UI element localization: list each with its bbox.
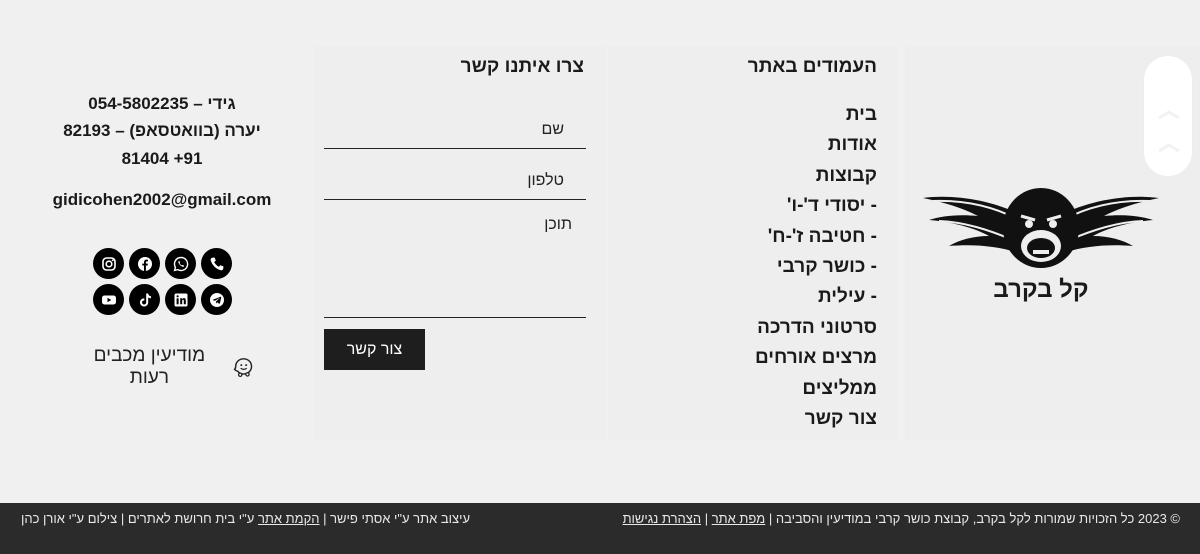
footer-copyright (623, 511, 1180, 526)
design-credit: עיצוב אתר ע"י אסתי פישר | (319, 511, 471, 526)
whatsapp-icon[interactable] (165, 248, 196, 279)
nav-link-guest-lecturers[interactable]: מרצים אורחים (754, 347, 877, 369)
submit-button[interactable]: צור קשר (324, 329, 425, 370)
sitemap-link[interactable]: מפת אתר (711, 511, 766, 526)
build-credit: ע"י בית חרושת לאתרים | צילום ע"י אורן כהן (21, 511, 258, 526)
nav-link-combat-fitness[interactable]: - כושר קרבי (776, 256, 877, 278)
name-input[interactable] (324, 112, 586, 149)
facebook-icon[interactable] (129, 248, 160, 279)
email-link[interactable]: gidicohen2002@gmail.com (52, 190, 272, 209)
footer-bar (0, 503, 1200, 554)
nav-link-home[interactable]: בית (845, 104, 877, 125)
contact-info-column (0, 46, 312, 440)
message-textarea[interactable] (324, 206, 586, 318)
footer-separator: | (701, 511, 712, 526)
nav-link-testimonials[interactable]: ממליצים (802, 377, 877, 399)
nav-link-elementary[interactable]: - יסודי ד'-ו' (786, 195, 877, 217)
pages-heading: העמודים באתר (747, 56, 877, 77)
nav-link-training-videos[interactable]: סרטוני הדרכה (757, 316, 877, 338)
telegram-icon[interactable] (201, 284, 232, 315)
accessibility-widget-icon (1144, 56, 1194, 178)
form-heading: צרו איתנו קשר (460, 56, 584, 77)
site-logo[interactable] (923, 186, 1159, 306)
nav-link-about[interactable]: אודות (827, 134, 877, 156)
footer-credits (21, 511, 470, 526)
nav-link-middle-school[interactable]: - חטיבה ז'-ח' (767, 225, 877, 247)
phone-gidi[interactable]: גידי – 054-5802235 (88, 94, 236, 113)
social-icons-row-2 (93, 284, 232, 315)
copyright-text: © 2023 כל הזכויות שמורות לקל בקרב, קבוצת כושר קרבי במודיעין והסביבה | (765, 511, 1180, 526)
social-icons-row-1 (93, 248, 232, 279)
nav-link-elite[interactable]: - עילית (818, 286, 877, 308)
logo-text: קל בקרב (993, 276, 1089, 303)
nav-link-contact[interactable]: צור קשר (804, 408, 877, 430)
phone-input[interactable] (324, 163, 586, 200)
pages-list (608, 100, 877, 434)
scroll-to-top-button[interactable] (1143, 55, 1193, 177)
waze-icon (233, 356, 254, 378)
phone-icon[interactable] (201, 248, 232, 279)
accessibility-statement-link[interactable]: הצהרת נגישות (622, 511, 702, 526)
contact-form-column (315, 46, 605, 440)
waze-location-link[interactable] (74, 345, 254, 388)
youtube-icon[interactable] (93, 284, 124, 315)
tiktok-icon[interactable] (129, 284, 160, 315)
waze-location-label: מודיעין מכבים רעות (93, 345, 206, 388)
site-build-link[interactable]: הקמת אתר (257, 511, 320, 526)
site-pages-column (608, 46, 898, 440)
linkedin-icon[interactable] (165, 284, 196, 315)
instagram-icon[interactable] (93, 248, 124, 279)
phone-yaara[interactable]: יערה (בוואטסאפ) – 82193 91+ 81404 (63, 121, 261, 168)
nav-link-groups[interactable]: קבוצות (815, 164, 877, 186)
